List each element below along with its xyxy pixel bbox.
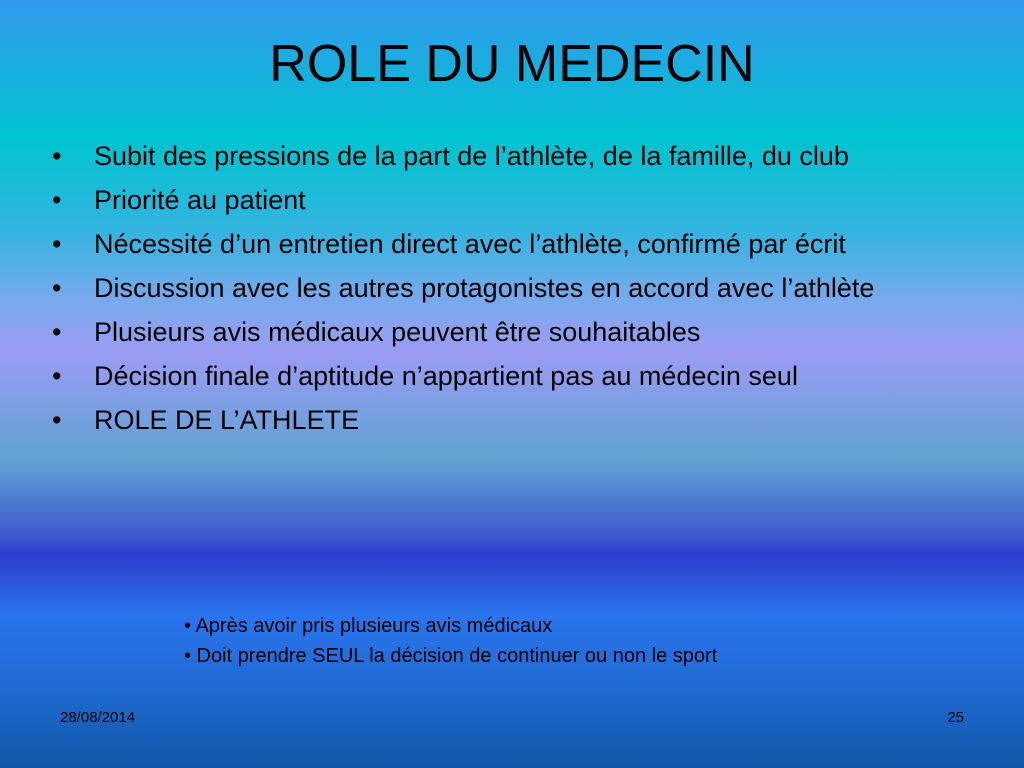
bullet-text: Plusieurs avis médicaux peuvent être souhaitables	[94, 317, 701, 347]
bullet-list	[52, 140, 952, 448]
bullet-dot: •	[52, 229, 62, 259]
sub-bullet-item: • Doit prendre SEUL la décision de continuer ou non le sport	[184, 645, 718, 667]
bullet-item	[52, 184, 952, 217]
bullet-item	[52, 140, 952, 173]
footer-date: 28/08/2014	[60, 709, 136, 726]
bullet-text: ROLE DE L’ATHLETE	[94, 405, 360, 435]
bullet-item	[52, 316, 952, 349]
bullet-dot: •	[52, 141, 62, 171]
bullet-text: Subit des pressions de la part de l’athlète, de la famille, du club	[94, 141, 849, 171]
bullet-text: Nécessité d’un entretien direct avec l’athlète, confirmé par écrit	[94, 229, 846, 259]
page-number: 25	[947, 709, 964, 726]
sub-bullet-item: • Après avoir pris plusieurs avis médicaux	[184, 615, 553, 637]
bullet-text: Priorité au patient	[94, 185, 306, 215]
bullet-dot: •	[52, 361, 62, 391]
bullet-dot: •	[52, 317, 62, 347]
bullet-dot: •	[52, 273, 62, 303]
bullet-text: Décision finale d’aptitude n’appartient pas au médecin seul	[94, 361, 798, 391]
bullet-item	[52, 360, 952, 393]
bullet-dot: •	[52, 185, 62, 215]
bullet-text: Discussion avec les autres protagonistes en accord avec l’athlète	[94, 273, 875, 303]
sub-bullet-list	[184, 611, 717, 671]
bullet-dot: •	[52, 405, 62, 435]
bullet-item	[52, 228, 952, 261]
bullet-item	[52, 272, 952, 305]
slide-title: ROLE DU MEDECIN	[269, 35, 755, 93]
bullet-item	[52, 404, 952, 437]
